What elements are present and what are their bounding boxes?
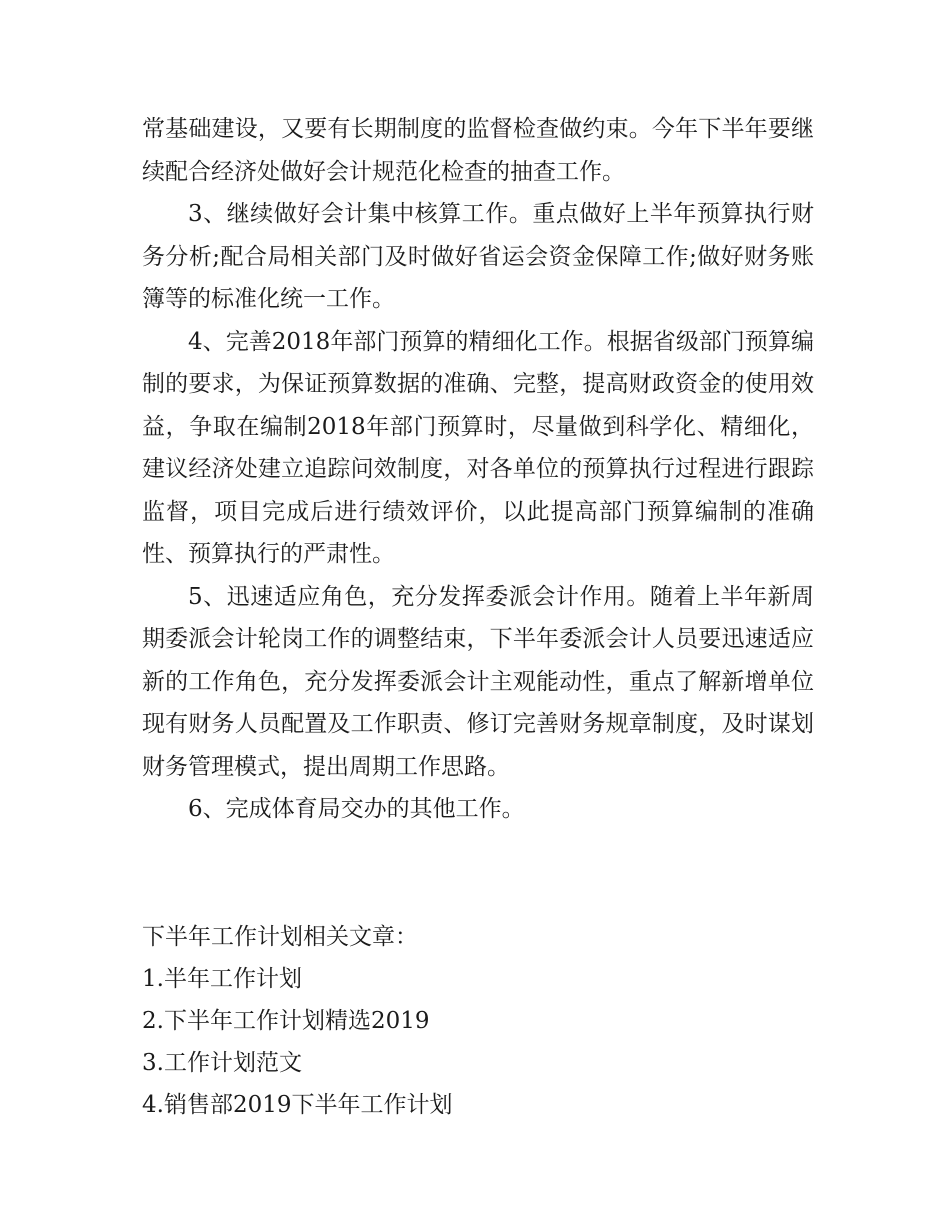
paragraph-item-5: 5、迅速适应角色，充分发挥委派会计作用。随着上半年新周期委派会计轮岗工作的调整结束，下半年委派会计人员要迅速适应新的工作角色，充分发挥委派会计主观能动性，重点了解新增单位现有财务人员配置及工作职责、修订完善财务规章制度，及时谋划财务管理模式，提出周期工作思路。 [142,583,814,780]
paragraph-item-4: 4、完善2018年部门预算的精细化工作。根据省级部门预算编制的要求，为保证预算数据的准确、完整，提高财政资金的使用效益，争取在编制2018年部门预算时，尽量做到科学化、精细化，建议经济处建立追踪问效制度，对各单位的预算执行过程进行跟踪监督，项目完成后进行绩效评价，以此提高部门预算编制的准确性、预算执行的严肃性。 [142,328,814,567]
paragraph-item-3: 3、继续做好会计集中核算工作。重点做好上半年预算执行财务分析;配合局相关部门及时做好省运会资金保障工作;做好财务账簿等的标准化统一工作。 [142,201,814,312]
related-link-2[interactable]: 2.下半年工作计划精选2019 [142,1008,430,1034]
related-link-4[interactable]: 4.销售部2019下半年工作计划 [142,1092,453,1118]
related-articles [142,916,814,1126]
document-body [142,108,814,831]
paragraph-item-6: 6、完成体育局交办的其他工作。 [188,796,525,822]
related-link-1[interactable]: 1.半年工作计划 [142,966,302,992]
related-heading: 下半年工作计划相关文章： [142,924,418,950]
related-link-3[interactable]: 3.工作计划范文 [142,1050,302,1076]
paragraph-continuation: 常基础建设，又要有长期制度的监督检查做约束。今年下半年要继续配合经济处做好会计规范化检查的抽查工作。 [142,116,814,185]
